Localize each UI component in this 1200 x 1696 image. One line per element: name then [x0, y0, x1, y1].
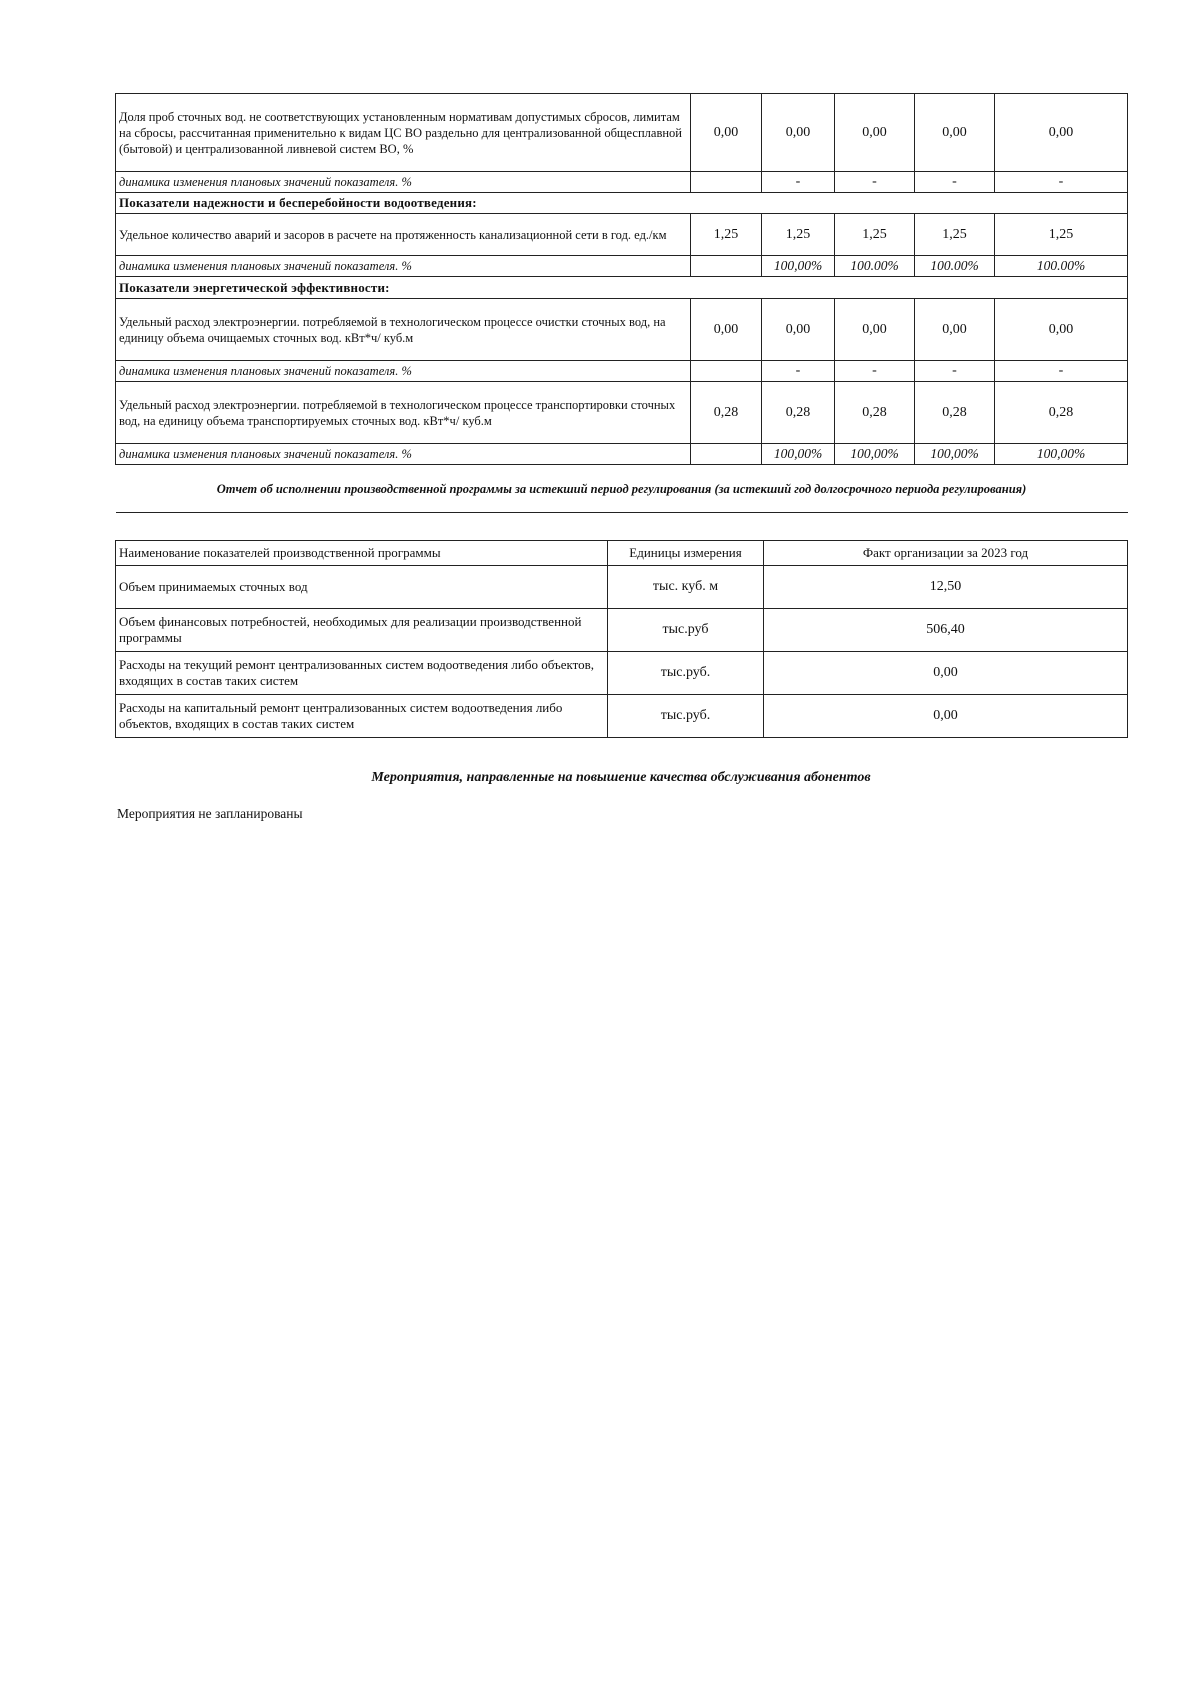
production-program-table	[115, 540, 1128, 738]
value-cell	[691, 361, 762, 382]
value-cell: 0,00	[764, 695, 1128, 738]
value-cell: 100,00%	[835, 444, 915, 465]
table-row	[116, 299, 1128, 361]
unit-cell: тыс.руб	[608, 609, 764, 652]
value-cell: 0,28	[915, 382, 995, 444]
events-heading: Мероприятия, направленные на повышение качества обслуживания абонентов	[371, 770, 871, 785]
indicator-label: Удельное количество аварий и засоров в расчете на протяженность канализационной сети в год. ед./км	[116, 214, 691, 256]
value-cell: 100,00%	[915, 444, 995, 465]
table-row	[116, 94, 1128, 172]
value-cell: -	[915, 361, 995, 382]
indicator-label: Объем принимаемых сточных вод	[116, 566, 608, 609]
value-cell: -	[915, 172, 995, 193]
dynamics-label: динамика изменения плановых значений показателя. %	[116, 256, 691, 277]
value-cell	[691, 172, 762, 193]
value-cell: 100.00%	[995, 256, 1128, 277]
value-cell: 100,00%	[762, 444, 835, 465]
value-cell: 100,00%	[762, 256, 835, 277]
table-row	[116, 172, 1128, 193]
value-cell: 1,25	[995, 214, 1128, 256]
value-cell: 1,25	[691, 214, 762, 256]
table-row	[116, 695, 1128, 738]
table-row	[116, 444, 1128, 465]
value-cell: -	[762, 361, 835, 382]
events-note: Мероприятия не запланированы	[117, 806, 303, 821]
column-header: Факт организации за 2023 год	[764, 541, 1128, 566]
indicator-label: Удельный расход электроэнергии. потребляемой в технологическом процессе транспортировки сточных вод, на единицу объема транспортируемых сточных вод. кВт*ч/ куб.м	[116, 382, 691, 444]
table-row	[116, 609, 1128, 652]
value-cell: -	[995, 361, 1128, 382]
table-row	[116, 277, 1128, 299]
unit-cell: тыс. куб. м	[608, 566, 764, 609]
indicator-label: Объем финансовых потребностей, необходимых для реализации производственной программы	[116, 609, 608, 652]
table-header-row	[116, 541, 1128, 566]
unit-cell: тыс.руб.	[608, 652, 764, 695]
indicator-label: Доля проб сточных вод. не соответствующих установленным нормативам допустимых сбросов, лимитам на сбросы, рассчитанная применительно к видам ЦС ВО раздельно для централизованной общесплавной (бытовой) и централизованной ливневой систем ВО, %	[116, 94, 691, 172]
value-cell: 0,28	[691, 382, 762, 444]
value-cell: 0,00	[835, 94, 915, 172]
value-cell: 0,28	[995, 382, 1128, 444]
value-cell: 1,25	[762, 214, 835, 256]
table-row	[116, 361, 1128, 382]
value-cell: 0,00	[995, 94, 1128, 172]
value-cell: -	[995, 172, 1128, 193]
dynamics-label: динамика изменения плановых значений показателя. %	[116, 172, 691, 193]
value-cell: 0,00	[764, 652, 1128, 695]
value-cell: 0,28	[762, 382, 835, 444]
value-cell: 506,40	[764, 609, 1128, 652]
value-cell: 0,00	[691, 299, 762, 361]
unit-cell: тыс.руб.	[608, 695, 764, 738]
table-row	[116, 256, 1128, 277]
value-cell: -	[835, 172, 915, 193]
report-caption: Отчет об исполнении производственной программы за истекший период регулирования (за истекший год долгосрочного периода регулирования)	[116, 465, 1128, 513]
table-row	[116, 382, 1128, 444]
section-heading: Показатели надежности и бесперебойности водоотведения:	[116, 193, 1128, 214]
value-cell: 100,00%	[995, 444, 1128, 465]
value-cell: 0,00	[995, 299, 1128, 361]
value-cell: 0,00	[915, 94, 995, 172]
value-cell: -	[835, 361, 915, 382]
value-cell: 100.00%	[835, 256, 915, 277]
value-cell: 0,00	[762, 94, 835, 172]
value-cell: 0,00	[915, 299, 995, 361]
indicator-label: Расходы на капитальный ремонт централизованных систем водоотведения либо объектов, входящих в состав таких систем	[116, 695, 608, 738]
column-header: Наименование показателей производственной программы	[116, 541, 608, 566]
table-row	[116, 652, 1128, 695]
value-cell: 100.00%	[915, 256, 995, 277]
indicator-label: Расходы на текущий ремонт централизованных систем водоотведения либо объектов, входящих в состав таких систем	[116, 652, 608, 695]
value-cell: 0,00	[762, 299, 835, 361]
section-heading: Показатели энергетической эффективности:	[116, 277, 1128, 299]
value-cell: 0,28	[835, 382, 915, 444]
value-cell: 0,00	[835, 299, 915, 361]
value-cell: 1,25	[915, 214, 995, 256]
value-cell: -	[762, 172, 835, 193]
dynamics-label: динамика изменения плановых значений показателя. %	[116, 361, 691, 382]
table-row	[116, 465, 1128, 513]
value-cell: 12,50	[764, 566, 1128, 609]
value-cell	[691, 256, 762, 277]
value-cell: 0,00	[691, 94, 762, 172]
table-row	[116, 214, 1128, 256]
dynamics-label: динамика изменения плановых значений показателя. %	[116, 444, 691, 465]
column-header: Единицы измерения	[608, 541, 764, 566]
table-row	[116, 193, 1128, 214]
value-cell	[691, 444, 762, 465]
value-cell: 1,25	[835, 214, 915, 256]
indicators-table	[115, 93, 1128, 513]
table-row	[116, 566, 1128, 609]
indicator-label: Удельный расход электроэнергии. потребляемой в технологическом процессе очистки сточных вод, на единицу объема очищаемых сточных вод. кВт*ч/ куб.м	[116, 299, 691, 361]
